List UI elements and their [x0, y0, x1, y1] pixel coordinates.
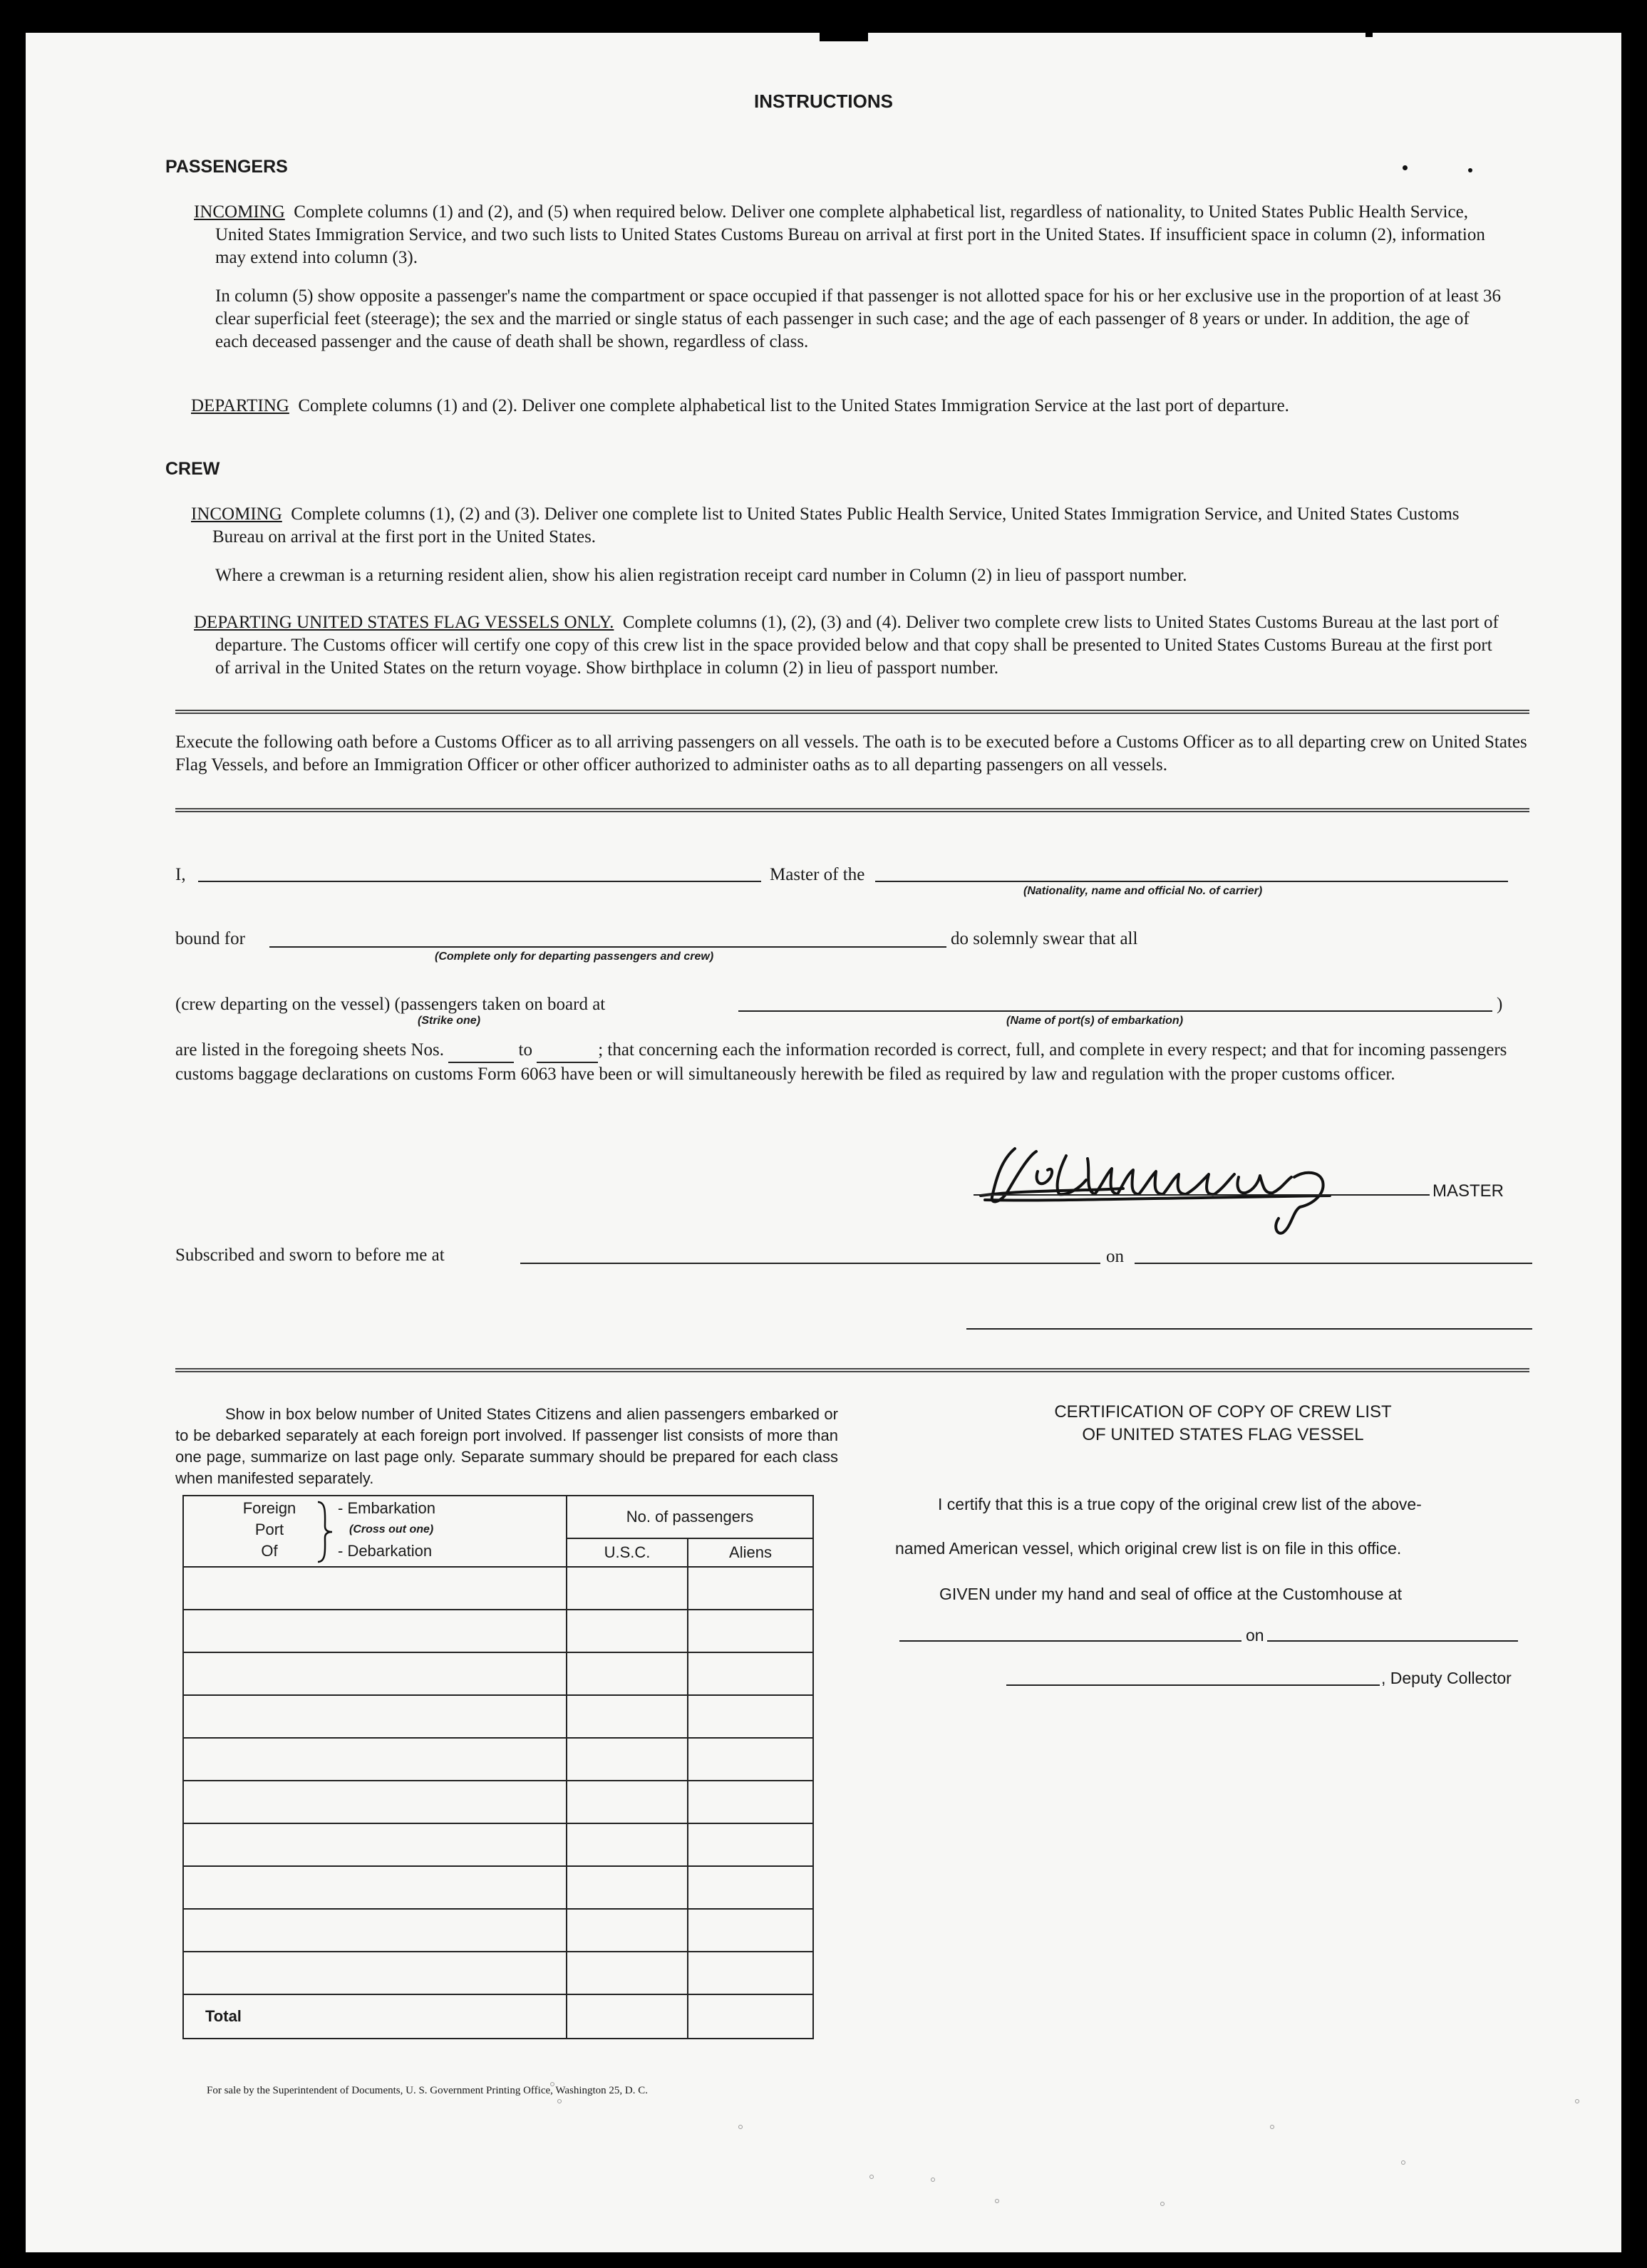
aliens-cell[interactable]: [688, 1952, 813, 1994]
aliens-cell[interactable]: [688, 1909, 813, 1952]
scan-dot: [1403, 165, 1408, 170]
port-cell[interactable]: [183, 1781, 567, 1823]
total-usc-cell[interactable]: [567, 1994, 688, 2039]
crew-heading: CREW: [165, 459, 220, 479]
departing-caption: (Complete only for departing passengers and crew): [435, 951, 714, 963]
debarkation-label: - Debarkation: [338, 1542, 433, 1560]
port-cell[interactable]: [183, 1952, 567, 1994]
certification-on-label: on: [1246, 1626, 1264, 1645]
usc-cell[interactable]: [567, 1738, 688, 1781]
certify-line2: named American vessel, which original crew list is on file in this office.: [895, 1539, 1402, 1558]
crew-departing-label: DEPARTING UNITED STATES FLAG VESSELS ONLY.: [194, 613, 614, 632]
aliens-cell[interactable]: [688, 1781, 813, 1823]
passengers-departing-paragraph: [191, 395, 1505, 418]
port-caption: (Name of port(s) of embarkation): [1006, 1015, 1184, 1027]
master-of-the-label: Master of the: [770, 865, 865, 884]
summary-row: [183, 1610, 813, 1652]
strike-caption: (Strike one): [418, 1015, 481, 1027]
usc-cell[interactable]: [567, 1823, 688, 1866]
sworn-date-field[interactable]: [1135, 1263, 1532, 1264]
sheet-to-field[interactable]: [537, 1039, 598, 1063]
usc-cell[interactable]: [567, 1695, 688, 1738]
swear-label: do solemnly swear that all: [951, 929, 1138, 948]
port-cell[interactable]: [183, 1610, 567, 1652]
total-label: Total: [183, 1994, 567, 2039]
embarkation-label: - Embarkation: [338, 1499, 435, 1517]
sworn-on-label: on: [1106, 1247, 1124, 1266]
passengers-departing-label: DEPARTING: [191, 396, 289, 415]
sworn-location-field[interactable]: [520, 1263, 1100, 1264]
crew-departing-paragraph: [194, 611, 1505, 680]
listed-suffix: ; that concerning each the information recorded is correct, full, and complete in every respect; and that for incoming passengers customs baggage declarations on customs Form 6063 have been or will simultaneously herewith be filed as required by law and regulation with the proper customs officer.: [175, 1040, 1507, 1084]
sheet-from-field[interactable]: [448, 1039, 514, 1063]
passengers-incoming-paragraph: [194, 201, 1505, 269]
summary-row: [183, 1952, 813, 1994]
crew-departing-label: (crew departing on the vessel) (passengers taken on board at: [175, 995, 606, 1014]
master-label: MASTER: [1432, 1181, 1504, 1201]
passengers-departing-text: Complete columns (1) and (2). Deliver one complete alphabetical list to the United States Immigration Service at the last port of departure.: [298, 396, 1289, 415]
brace-icon: [315, 1501, 335, 1563]
bound-for-field[interactable]: [269, 946, 946, 948]
divider: [175, 1368, 1529, 1372]
usc-cell[interactable]: [567, 1781, 688, 1823]
summary-row: [183, 1567, 813, 1610]
foreign-label: Foreign: [242, 1499, 296, 1517]
passengers-incoming-label: INCOMING: [194, 202, 285, 222]
aliens-cell[interactable]: [688, 1695, 813, 1738]
divider: [175, 808, 1529, 812]
of-label: Of: [261, 1542, 278, 1560]
usc-cell[interactable]: [567, 1866, 688, 1909]
given-line: GIVEN under my hand and seal of office at the Customhouse at: [939, 1585, 1403, 1603]
aliens-cell[interactable]: [688, 1866, 813, 1909]
crew-incoming-label: INCOMING: [191, 504, 282, 524]
summary-row: [183, 1652, 813, 1695]
summary-row: [183, 1866, 813, 1909]
aliens-cell[interactable]: [688, 1652, 813, 1695]
port-header-cell: [183, 1496, 567, 1567]
usc-cell[interactable]: [567, 1909, 688, 1952]
usc-cell[interactable]: [567, 1652, 688, 1695]
port-label: Port: [254, 1521, 284, 1538]
officer-signature-field[interactable]: [966, 1328, 1532, 1330]
deputy-signature-field[interactable]: [1006, 1684, 1380, 1686]
close-paren: ): [1497, 995, 1503, 1014]
embarkation-port-field[interactable]: [738, 1010, 1492, 1012]
scan-dot: [1468, 168, 1472, 172]
summary-row: [183, 1695, 813, 1738]
summary-row: [183, 1781, 813, 1823]
passenger-summary-table: [182, 1495, 814, 2039]
certification-title-line1: CERTIFICATION OF COPY OF CREW LIST: [1054, 1402, 1392, 1422]
master-signature: [959, 1127, 1387, 1241]
port-cell[interactable]: [183, 1866, 567, 1909]
crew-departing-text: Complete columns (1), (2), (3) and (4). Deliver two complete crew lists to United States Customs Bureau at the last port of departure. The Customs officer will certify one copy of this crew list in the space provided below and that copy shall be presented to United States Customs Bureau at the first port of arrival in the United States on the return voyage. Show birthplace in column (2) in lieu of passport number.: [215, 613, 1499, 678]
crew-incoming-text: Complete columns (1), (2) and (3). Deliver one complete list to United States Public Health Service, United States Immigration Service, and United States Customs Bureau on arrival at the first port in the United States.: [212, 504, 1460, 547]
usc-header: U.S.C.: [567, 1538, 688, 1567]
carrier-field[interactable]: [875, 881, 1508, 882]
summary-rows: [183, 1567, 813, 1994]
passengers-incoming-text: Complete columns (1) and (2), and (5) when required below. Deliver one complete alphabetical list, regardless of nationality, to United States Public Health Service, United States Immigration Service, and two such lists to United States Customs Bureau on arrival at first port in the United States. If insufficient space in column (2), information may extend into column (3).: [215, 202, 1485, 267]
summary-row: [183, 1909, 813, 1952]
port-cell[interactable]: [183, 1652, 567, 1695]
cross-out-label: (Cross out one): [349, 1523, 434, 1536]
aliens-cell[interactable]: [688, 1610, 813, 1652]
usc-cell[interactable]: [567, 1567, 688, 1610]
port-cell[interactable]: [183, 1567, 567, 1610]
aliens-cell[interactable]: [688, 1567, 813, 1610]
divider: [175, 710, 1529, 714]
oath-instruction: Execute the following oath before a Customs Officer as to all arriving passengers on all vessels. The oath is to be executed before a Customs Officer as to all departing crew on United States Flag Vessels, and before an Immigration Officer or other officer authorized to administer oaths as to all departing passengers on all vessels.: [175, 732, 1527, 775]
summary-row: [183, 1738, 813, 1781]
certification-date-field[interactable]: [1267, 1640, 1518, 1642]
deputy-collector-label: , Deputy Collector: [1381, 1669, 1512, 1687]
scan-mark: [820, 31, 868, 41]
crew-incoming-paragraph: [191, 503, 1505, 549]
port-cell[interactable]: [183, 1695, 567, 1738]
aliens-cell[interactable]: [688, 1823, 813, 1866]
customhouse-field[interactable]: [899, 1640, 1241, 1642]
summary-instruction: Show in box below number of United States Citizens and alien passengers embarked or to be debarked separately at each foreign port involved. If passenger list consists of more than one page, summarize on last page only. Separate summary should be prepared for each class when manifested separately.: [175, 1405, 838, 1487]
form-page: [26, 33, 1621, 2252]
usc-cell[interactable]: [567, 1952, 688, 1994]
certification-title: [909, 1401, 1537, 1446]
page-title: INSTRUCTIONS: [754, 90, 893, 112]
no-passengers-header: No. of passengers: [567, 1496, 813, 1538]
total-row: [183, 1994, 813, 2039]
crew-resident-paragraph: Where a crewman is a returning resident alien, show his alien registration receipt card number in Column (2) in lieu of passport number.: [215, 566, 1187, 585]
certify-line1: I certify that this is a true copy of the original crew list of the above-: [938, 1495, 1422, 1513]
oath-i-label: I,: [175, 865, 186, 884]
total-aliens-cell[interactable]: [688, 1994, 813, 2039]
signature-line: [974, 1194, 1430, 1196]
port-cell[interactable]: [183, 1909, 567, 1952]
master-name-field[interactable]: [198, 881, 761, 882]
oath-body: [175, 1039, 1529, 1086]
aliens-cell[interactable]: [688, 1738, 813, 1781]
subscribed-label: Subscribed and sworn to before me at: [175, 1246, 445, 1265]
port-cell[interactable]: [183, 1823, 567, 1866]
bound-for-label: bound for: [175, 929, 245, 948]
passengers-column5-paragraph: In column (5) show opposite a passenger's name the compartment or space occupied if that passenger is not allotted space for his or her exclusive use in the proportion of at least 36 clear superficial feet (steerage); the sex and the married or single status of each passenger in such case; and the age of each passenger of 8 years or under. In addition, the age of each deceased passenger and the cause of death shall be shown, regardless of class.: [215, 286, 1501, 351]
certification-title-line2: OF UNITED STATES FLAG VESSEL: [1082, 1425, 1364, 1444]
listed-to: to: [518, 1040, 532, 1060]
aliens-header: Aliens: [688, 1538, 813, 1567]
listed-prefix: are listed in the foregoing sheets Nos.: [175, 1040, 444, 1060]
summary-row: [183, 1823, 813, 1866]
carrier-caption: (Nationality, name and official No. of carrier): [1023, 885, 1263, 897]
scan-mark: [1365, 29, 1373, 37]
usc-cell[interactable]: [567, 1610, 688, 1652]
printing-office-footer: For sale by the Superintendent of Documents, U. S. Government Printing Office, Washington 25, D. C.: [207, 2085, 648, 2096]
passengers-heading: PASSENGERS: [165, 157, 288, 177]
port-cell[interactable]: [183, 1738, 567, 1781]
